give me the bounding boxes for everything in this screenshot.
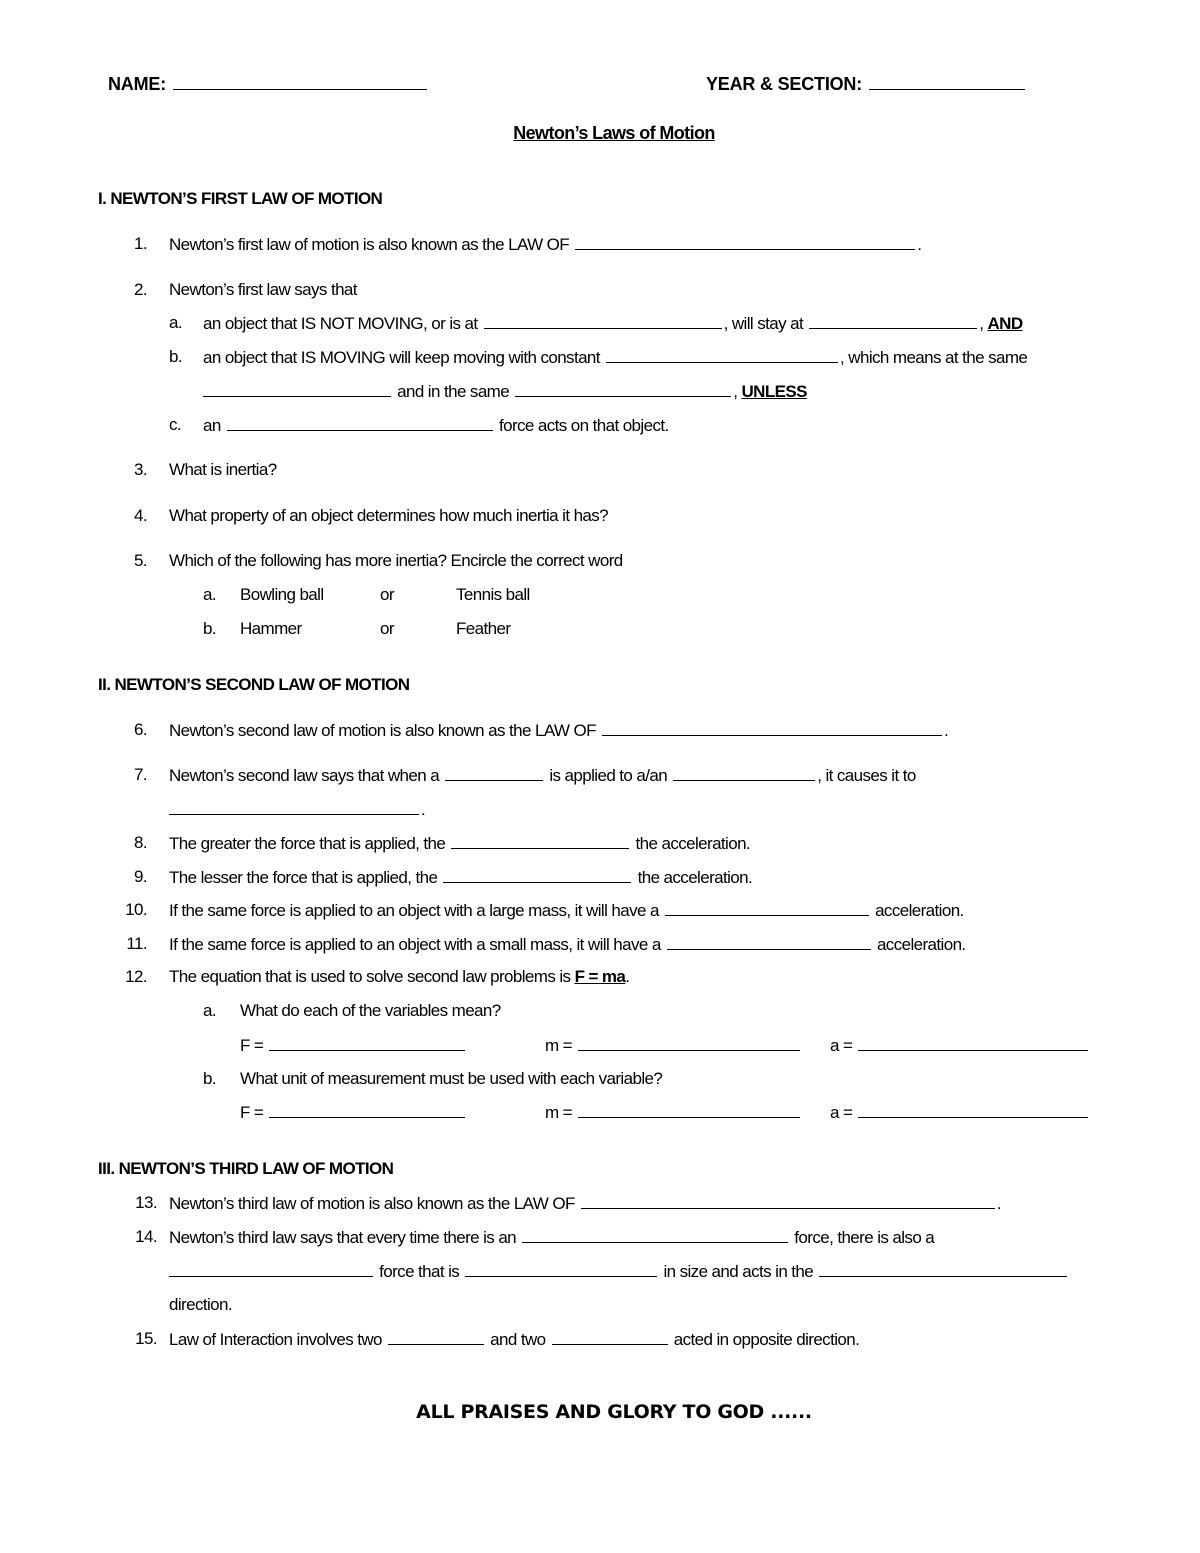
q1 bbox=[169, 233, 921, 256]
q7-blank-1[interactable] bbox=[445, 764, 543, 781]
q10-text-2: acceleration. bbox=[875, 901, 964, 920]
q12b-f-row bbox=[240, 1101, 467, 1124]
q8-text-1: The greater the force that is applied, the bbox=[169, 834, 446, 853]
q14-number: 14. bbox=[135, 1227, 157, 1246]
q1-number: 1. bbox=[134, 234, 147, 253]
q2a-blank-2[interactable] bbox=[809, 312, 977, 329]
year-section-field[interactable] bbox=[869, 73, 1025, 90]
q14-blank-3[interactable] bbox=[465, 1260, 657, 1277]
q2b-line-2 bbox=[203, 380, 807, 403]
q3-text: What is inertia? bbox=[169, 460, 277, 479]
q1-answer-blank[interactable] bbox=[575, 233, 915, 250]
q9-number: 9. bbox=[134, 867, 147, 886]
q5a-left-option[interactable]: Bowling ball bbox=[240, 585, 324, 604]
q7-blank-3[interactable] bbox=[169, 798, 419, 815]
q13-number: 13. bbox=[135, 1193, 157, 1212]
q2-text: Newton’s first law says that bbox=[169, 280, 357, 299]
q12-text: The equation that is used to solve second law problems is bbox=[169, 967, 571, 986]
name-label: NAME: bbox=[108, 74, 166, 94]
year-section-row bbox=[706, 73, 1027, 95]
q15-text-2: and two bbox=[490, 1330, 546, 1349]
q1-end: . bbox=[917, 235, 922, 254]
q2b-unless: UNLESS bbox=[741, 382, 807, 401]
q14-text-3: force that is bbox=[379, 1262, 460, 1281]
q12b-m-blank[interactable] bbox=[578, 1101, 800, 1118]
q6-answer-blank[interactable] bbox=[602, 719, 942, 736]
section-3-heading: III. NEWTON’S THIRD LAW OF MOTION bbox=[98, 1159, 394, 1178]
q2b-blank-2[interactable] bbox=[203, 380, 391, 397]
q8-number: 8. bbox=[134, 833, 147, 852]
q6-number: 6. bbox=[134, 720, 147, 739]
q12-end: . bbox=[625, 967, 630, 986]
q1-text: Newton’s first law of motion is also known as the LAW OF bbox=[169, 235, 570, 254]
q12 bbox=[169, 966, 629, 988]
q12a-f-label: F = bbox=[240, 1036, 264, 1055]
q5b-left-option[interactable]: Hammer bbox=[240, 619, 302, 638]
q12b-a-row bbox=[830, 1101, 1090, 1124]
q2b-text-4: , bbox=[733, 382, 738, 401]
q2c-text-1: an bbox=[203, 416, 221, 435]
q15-text-1: Law of Interaction involves two bbox=[169, 1330, 382, 1349]
name-row bbox=[108, 73, 429, 95]
year-section-label: YEAR & SECTION: bbox=[706, 74, 863, 94]
q14-text-4: in size and acts in the bbox=[663, 1262, 814, 1281]
q2b-text-2: , which means at the same bbox=[840, 348, 1028, 367]
q6-text: Newton’s second law of motion is also known as the LAW OF bbox=[169, 721, 596, 740]
q2a-text-1: an object that IS NOT MOVING, or is at bbox=[203, 314, 478, 333]
q8-text-2: the acceleration. bbox=[635, 834, 751, 853]
q12a-f-blank[interactable] bbox=[269, 1034, 465, 1051]
q12b-a-blank[interactable] bbox=[858, 1101, 1088, 1118]
q15 bbox=[169, 1328, 859, 1351]
q12a-f-row bbox=[240, 1034, 467, 1057]
q11-number: 11. bbox=[126, 934, 147, 953]
q15-text-3: acted in opposite direction. bbox=[673, 1330, 860, 1349]
q7-number: 7. bbox=[134, 765, 147, 784]
q9 bbox=[169, 866, 752, 889]
q11-text-1: If the same force is applied to an object with a small mass, it will have a bbox=[169, 935, 661, 954]
q7-text-3: , it causes it to bbox=[817, 766, 916, 785]
q7-line-2 bbox=[169, 798, 425, 821]
q5a-right-option[interactable]: Tennis ball bbox=[456, 585, 530, 604]
q8 bbox=[169, 832, 750, 855]
q12-number: 12. bbox=[125, 967, 147, 986]
q13-text: Newton’s third law of motion is also known as the LAW OF bbox=[169, 1194, 575, 1213]
q12-formula: F = ma bbox=[574, 967, 626, 986]
section-1-heading: I. NEWTON’S FIRST LAW OF MOTION bbox=[98, 189, 383, 208]
q12a-text: What do each of the variables mean? bbox=[240, 1001, 501, 1020]
q14-blank-4[interactable] bbox=[819, 1260, 1067, 1277]
q9-text-2: the acceleration. bbox=[637, 868, 753, 887]
q2-number: 2. bbox=[134, 280, 147, 299]
q12b-f-label: F = bbox=[240, 1103, 264, 1122]
q12b-label: b. bbox=[203, 1069, 216, 1088]
q2a-text-2: , will stay at bbox=[723, 314, 804, 333]
q12a-label: a. bbox=[203, 1001, 216, 1020]
q7-text-2: is applied to a/an bbox=[549, 766, 668, 785]
q2b-text-1: an object that IS MOVING will keep moving with constant bbox=[203, 348, 600, 367]
q4-number: 4. bbox=[134, 506, 147, 525]
q2a-text-3: , bbox=[979, 314, 984, 333]
q10-text-1: If the same force is applied to an object with a large mass, it will have a bbox=[169, 901, 659, 920]
q5a-label: a. bbox=[203, 585, 216, 604]
q12a-m-label: m = bbox=[545, 1036, 573, 1055]
q5a-or: or bbox=[380, 585, 394, 604]
q5-text: Which of the following has more inertia? Encircle the correct word bbox=[169, 551, 623, 570]
q10-blank[interactable] bbox=[665, 899, 869, 916]
q10 bbox=[169, 899, 964, 922]
q13 bbox=[169, 1192, 1001, 1215]
q2c-text-2: force acts on that object. bbox=[498, 416, 669, 435]
q9-blank[interactable] bbox=[443, 866, 631, 883]
q9-text-1: The lesser the force that is applied, the bbox=[169, 868, 438, 887]
q7-blank-2[interactable] bbox=[673, 764, 815, 781]
q13-answer-blank[interactable] bbox=[581, 1192, 995, 1209]
q12b-a-label: a = bbox=[830, 1103, 853, 1122]
q12a-a-row bbox=[830, 1034, 1090, 1057]
q14-text-1: Newton’s third law says that every time there is an bbox=[169, 1228, 517, 1247]
q14-text-5: direction. bbox=[169, 1295, 232, 1314]
footer-praise: ALL PRAISES AND GLORY TO GOD ...... bbox=[416, 1401, 812, 1423]
q5b-right-option[interactable]: Feather bbox=[456, 619, 511, 638]
q12a-m-blank[interactable] bbox=[578, 1034, 800, 1051]
q12a-a-label: a = bbox=[830, 1036, 853, 1055]
q2b-line-1 bbox=[203, 346, 1027, 369]
q11-blank[interactable] bbox=[667, 933, 871, 950]
q7-line-1 bbox=[169, 764, 916, 787]
q11 bbox=[169, 933, 966, 956]
q12b-f-blank[interactable] bbox=[269, 1101, 465, 1118]
q5-number: 5. bbox=[134, 551, 147, 570]
q2a-label: a. bbox=[169, 313, 182, 332]
q5b-label: b. bbox=[203, 619, 216, 638]
q4-text: What property of an object determines how much inertia it has? bbox=[169, 506, 609, 525]
q12b-text: What unit of measurement must be used with each variable? bbox=[240, 1069, 663, 1088]
q14-blank-1[interactable] bbox=[522, 1226, 788, 1243]
q14-blank-2[interactable] bbox=[169, 1260, 373, 1277]
q2c bbox=[203, 414, 669, 437]
q12a-m-row bbox=[545, 1034, 802, 1057]
q2b-label: b. bbox=[169, 347, 182, 366]
q6 bbox=[169, 719, 948, 742]
q12b-m-row bbox=[545, 1101, 802, 1124]
q2c-blank[interactable] bbox=[227, 414, 493, 431]
q7-text-1: Newton’s second law says that when a bbox=[169, 766, 440, 785]
name-field[interactable] bbox=[173, 73, 427, 90]
q14-line-2 bbox=[169, 1260, 1069, 1283]
q15-number: 15. bbox=[135, 1329, 157, 1348]
q12b-m-label: m = bbox=[545, 1103, 573, 1122]
q13-end: . bbox=[996, 1194, 1002, 1213]
q6-end: . bbox=[944, 721, 949, 740]
q2a-blank-1[interactable] bbox=[484, 312, 722, 329]
q2b-blank-3[interactable] bbox=[515, 380, 731, 397]
q10-number: 10. bbox=[125, 900, 147, 919]
page-title: Newton’s Laws of Motion bbox=[513, 123, 715, 143]
q2a-and: AND bbox=[987, 314, 1023, 333]
q11-text-2: acceleration. bbox=[876, 935, 966, 954]
q2c-label: c. bbox=[169, 415, 182, 434]
q7-end: . bbox=[421, 800, 426, 819]
q14-text-2: force, there is also a bbox=[794, 1228, 935, 1247]
q2a bbox=[203, 312, 1023, 335]
q8-blank[interactable] bbox=[451, 832, 629, 849]
q14-line-1 bbox=[169, 1226, 934, 1249]
q5b-or: or bbox=[380, 619, 394, 638]
q15-blank-1[interactable] bbox=[388, 1328, 484, 1345]
q2b-text-3: and in the same bbox=[397, 382, 510, 401]
q2b-blank-1[interactable] bbox=[606, 346, 838, 363]
q15-blank-2[interactable] bbox=[552, 1328, 668, 1345]
q12a-a-blank[interactable] bbox=[858, 1034, 1088, 1051]
section-2-heading: II. NEWTON’S SECOND LAW OF MOTION bbox=[98, 675, 410, 694]
q3-number: 3. bbox=[134, 460, 147, 479]
